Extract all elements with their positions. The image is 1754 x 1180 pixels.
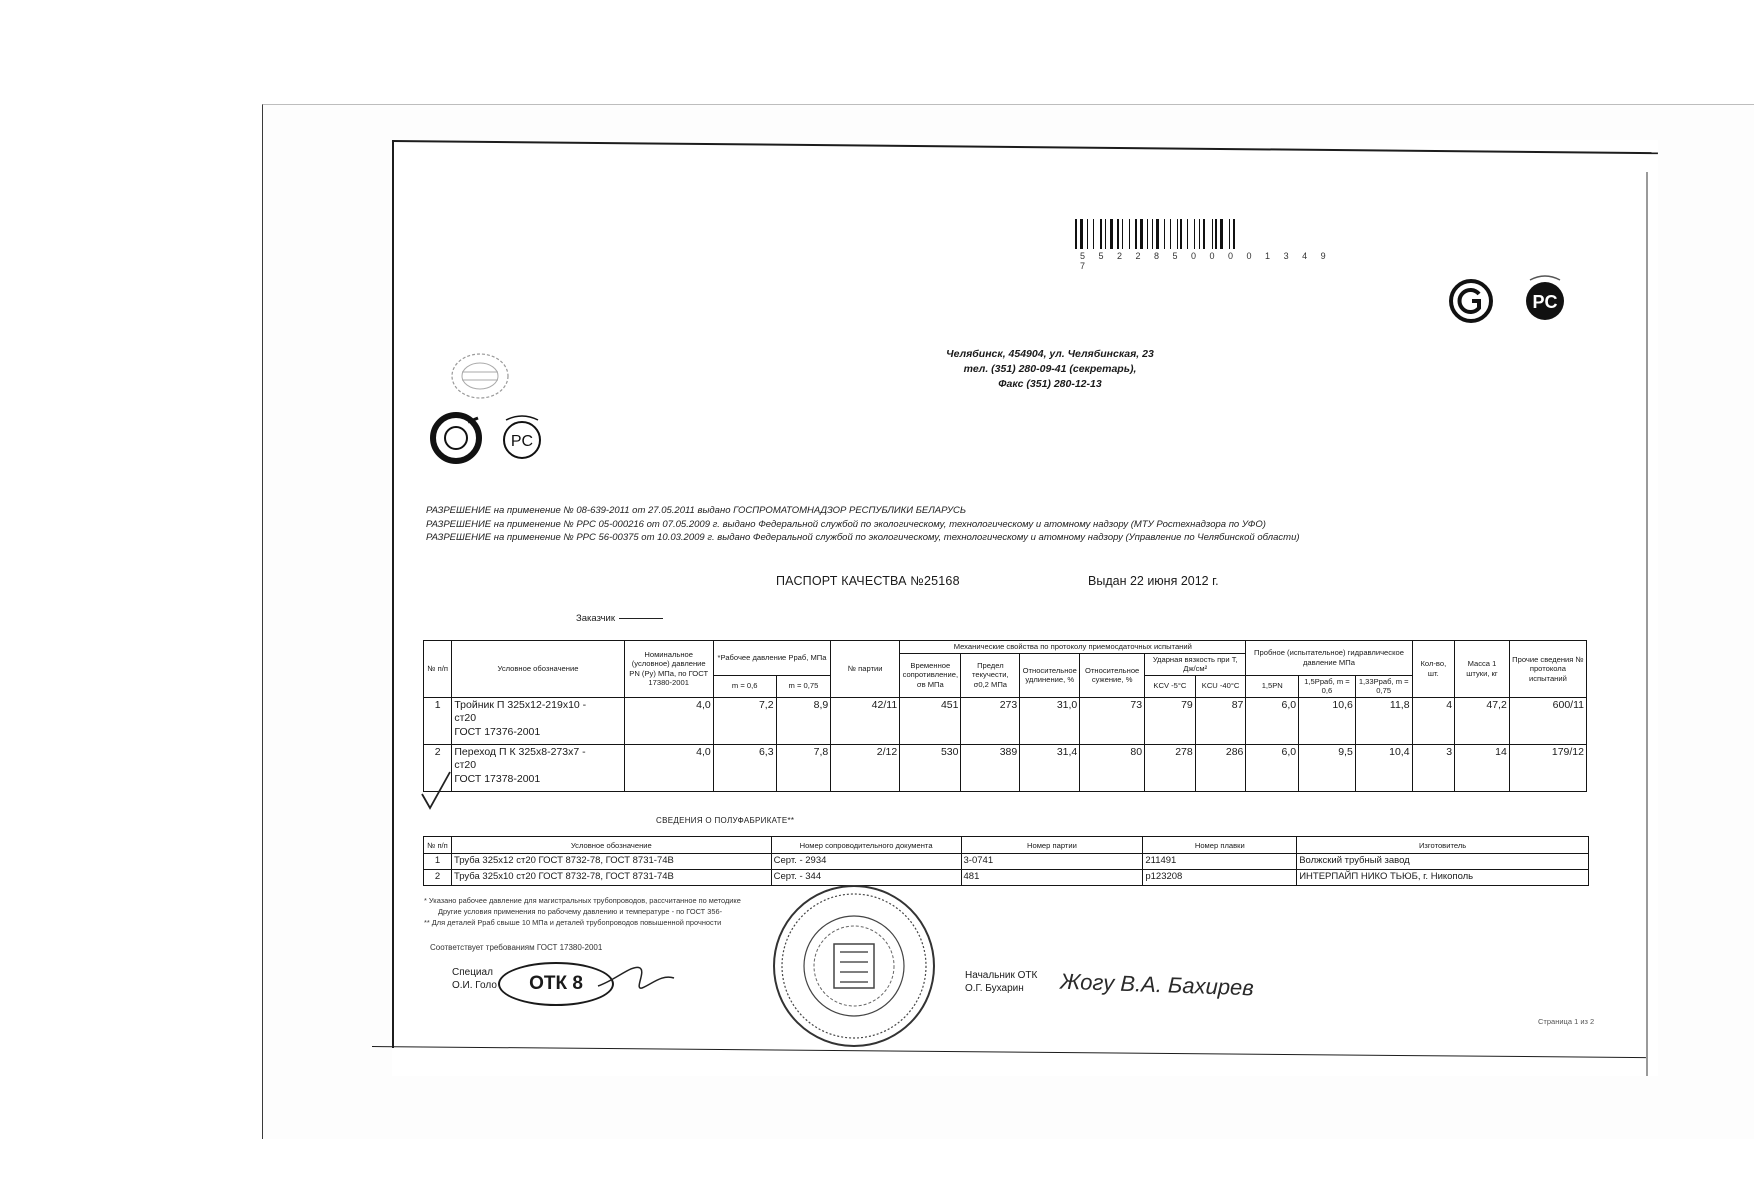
semi-header-heat: Номер плавки <box>1143 837 1297 854</box>
semi-cell-doc: Серт. - 2934 <box>771 854 961 870</box>
header-kcv: KCV -5°C <box>1145 675 1196 697</box>
cell-wp1: 6,3 <box>713 744 776 791</box>
handwritten-check-mark-icon <box>420 770 454 810</box>
specialist-signature-icon <box>596 960 676 994</box>
semi-header-batch: Номер партии <box>961 837 1143 854</box>
barcode-number: 5 5 2 2 8 5 0 0 0 0 1 3 4 9 7 <box>1080 251 1332 271</box>
gost-r-mark-icon <box>1446 278 1496 324</box>
semi-cell-heat: 211491 <box>1143 854 1297 870</box>
cell-qty: 4 <box>1412 697 1455 744</box>
header-test-15pn: 1,5PN <box>1246 675 1299 697</box>
cell-other: 600/11 <box>1509 697 1586 744</box>
cell-nominal: 4,0 <box>624 697 713 744</box>
barcode-bar <box>1129 219 1130 249</box>
cell-elongation: 31,0 <box>1020 697 1080 744</box>
cell-batch: 2/12 <box>831 744 900 791</box>
semi-cell-designation: Труба 325х12 ст20 ГОСТ 8732-78, ГОСТ 8731-74В <box>451 854 771 870</box>
permits-block <box>426 504 1356 545</box>
pct-mark-icon <box>1518 272 1572 326</box>
header-impact: Ударная вязкость при Т, Дж/см² <box>1145 653 1246 675</box>
cell-batch: 42/11 <box>831 697 900 744</box>
phone-line: тел. (351) 280-09-41 (секретарь), <box>963 363 1137 375</box>
cell-mass: 14 <box>1455 744 1510 791</box>
gost-compliance: Соответствует требованиям ГОСТ 17380-2001 <box>430 943 603 952</box>
barcode-bar <box>1110 219 1113 249</box>
header-designation: Условное обозначение <box>452 641 624 698</box>
semi-header-designation: Условное обозначение <box>451 837 771 854</box>
permit-line: РАЗРЕШЕНИЕ на применение № РРС 05-000216 от 07.05.2009 г. выдано Федеральной службой по экологическому, технологическому и атомному надзору (МТУ Ростехнадзора по УФО) <box>426 518 1266 530</box>
quality-table <box>423 640 1587 792</box>
footnotes <box>424 895 741 928</box>
header-test-15prab: 1,5Рраб, m = 0,6 <box>1299 675 1356 697</box>
passport-title: ПАСПОРТ КАЧЕСТВА №25168 <box>776 574 960 588</box>
pct-registr-mark-icon <box>496 410 550 466</box>
table-row <box>424 697 1587 744</box>
barcode-bar <box>1152 219 1153 249</box>
cell-kcv: 278 <box>1145 744 1196 791</box>
cell-tensile: 451 <box>900 697 961 744</box>
customer-blank <box>619 618 663 619</box>
header-quantity: Кол-во, шт. <box>1412 641 1455 698</box>
footnote: * Указано рабочее давление для магистральных трубопроводов, рассчитанное по методике <box>424 896 741 905</box>
barcode-bar <box>1140 219 1143 249</box>
barcode-bar <box>1087 219 1088 249</box>
header-mechanical-properties: Механические свойства по протоколу приемосдаточных испытаний <box>900 641 1246 654</box>
header-elongation: Относительное удлинение, % <box>1020 653 1080 697</box>
semi-cell-batch: 481 <box>961 870 1143 886</box>
barcode-bar <box>1177 219 1178 249</box>
fax-line: Факс (351) 280-12-13 <box>998 378 1102 390</box>
page-border-right <box>1646 172 1648 1076</box>
semi-cell-doc: Серт. - 344 <box>771 870 961 886</box>
barcode-bar <box>1187 219 1188 249</box>
cell-test2: 10,6 <box>1299 697 1356 744</box>
barcode-bar <box>1122 219 1123 249</box>
footnote: ** Для деталей Рраб свыше 10 МПа и деталей трубопроводов повышенной прочности <box>424 918 722 927</box>
semi-product-title: СВЕДЕНИЯ О ПОЛУФАБРИКАТЕ** <box>656 816 795 825</box>
permit-line: РАЗРЕШЕНИЕ на применение № РРС 56-00375 от 10.03.2009 г. выдано Федеральной службой по экологическому, технологическому и атомному надзору (Управление по Челябинской области) <box>426 532 1300 544</box>
barcode-bar <box>1164 219 1165 249</box>
table-row <box>424 744 1587 791</box>
barcode-bar <box>1220 219 1223 249</box>
barcode-bar <box>1180 219 1182 249</box>
cell-test3: 10,4 <box>1355 744 1412 791</box>
cell-yield: 389 <box>961 744 1020 791</box>
cell-designation: Тройник П 325х12-219х10 - ст20 ГОСТ 17376-2001 <box>452 697 624 744</box>
barcode-bar <box>1080 219 1083 249</box>
cell-reduction: 73 <box>1080 697 1145 744</box>
cell-test3: 11,8 <box>1355 697 1412 744</box>
semi-cell-num: 2 <box>424 870 452 886</box>
cell-yield: 273 <box>961 697 1020 744</box>
header-yield: Предел текучести, σ0,2 МПа <box>961 653 1020 697</box>
barcode <box>1075 219 1345 249</box>
cell-tensile: 530 <box>900 744 961 791</box>
semi-cell-designation: Труба 325х10 ст20 ГОСТ 8732-78, ГОСТ 8731-74В <box>451 870 771 886</box>
header-tensile: Временное сопротивление, σв МПа <box>900 653 961 697</box>
semi-product-table <box>423 836 1589 886</box>
barcode-bar <box>1229 219 1230 249</box>
header-kcu: KCU -40°C <box>1195 675 1246 697</box>
semi-cell-num: 1 <box>424 854 452 870</box>
barcode-bar <box>1194 219 1195 249</box>
tamozh-mark-icon <box>428 410 484 466</box>
barcode-bar <box>1170 219 1171 249</box>
barcode-bar <box>1215 219 1217 249</box>
cell-other: 179/12 <box>1509 744 1586 791</box>
header-test-pressure: Пробное (испытательное) гидравлическое давление МПа <box>1246 641 1412 676</box>
cell-test1: 6,0 <box>1246 697 1299 744</box>
svg-text:PC: PC <box>1532 292 1558 312</box>
customer-field: Заказчик <box>576 613 663 624</box>
header-test-133prab: 1,33Рраб, m = 0,75 <box>1355 675 1412 697</box>
header-working-pressure: *Рабочее давление Рраб, МПа <box>713 641 831 676</box>
header-other: Прочие сведения № протокола испытаний <box>1509 641 1586 698</box>
semi-cell-heat: р123208 <box>1143 870 1297 886</box>
semi-cell-maker: Волжский трубный завод <box>1297 854 1589 870</box>
cell-kcu: 87 <box>1195 697 1246 744</box>
barcode-bar <box>1212 219 1213 249</box>
specialist-label: Специал О.И. Голо <box>452 967 497 991</box>
cell-kcu: 286 <box>1195 744 1246 791</box>
issue-date: Выдан 22 июня 2012 г. <box>1088 574 1219 588</box>
svg-text:PC: PC <box>510 433 534 450</box>
header-wp-m075: m = 0,75 <box>776 675 831 697</box>
table-row <box>424 854 1589 870</box>
cell-reduction: 80 <box>1080 744 1145 791</box>
semi-header-maker: Изготовитель <box>1297 837 1589 854</box>
barcode-bar <box>1199 219 1200 249</box>
cell-num: 2 <box>424 744 452 791</box>
header-mass: Масса 1 штуки, кг <box>1455 641 1510 698</box>
page-border-left <box>392 140 394 1048</box>
chief-otk-label: Начальник ОТК О.Г. Бухарин <box>965 970 1038 994</box>
address-line: Челябинск, 454904, ул. Челябинская, 23 <box>946 348 1154 360</box>
header-batch: № партии <box>831 641 900 698</box>
semi-cell-maker: ИНТЕРПАЙП НИКО ТЬЮБ, г. Никополь <box>1297 870 1589 886</box>
semi-header-doc: Номер сопроводительного документа <box>771 837 961 854</box>
otk-stamp: ОТК 8 <box>498 962 614 1006</box>
cell-qty: 3 <box>1412 744 1455 791</box>
footnote: Другие условия применения по рабочему давлению и температуре - по ГОСТ 356- <box>438 907 723 916</box>
cell-elongation: 31,4 <box>1020 744 1080 791</box>
cell-wp2: 8,9 <box>776 697 831 744</box>
cell-wp1: 7,2 <box>713 697 776 744</box>
cell-kcv: 79 <box>1145 697 1196 744</box>
barcode-bar <box>1093 219 1094 249</box>
barcode-bar <box>1135 219 1137 249</box>
barcode-bar <box>1147 219 1148 249</box>
cell-test2: 9,5 <box>1299 744 1356 791</box>
cell-mass: 47,2 <box>1455 697 1510 744</box>
company-seal-icon <box>770 882 938 1050</box>
cell-test1: 6,0 <box>1246 744 1299 791</box>
barcode-bar <box>1156 219 1159 249</box>
header-num: № п/п <box>424 641 452 698</box>
barcode-bar <box>1075 219 1077 249</box>
semi-header-num: № п/п <box>424 837 452 854</box>
barcode-bar <box>1105 219 1106 249</box>
cell-designation: Переход П К 325х8-273х7 - ст20 ГОСТ 17378-2001 <box>452 744 624 791</box>
table-row <box>424 870 1589 886</box>
company-address <box>930 347 1170 392</box>
barcode-bar <box>1117 219 1119 249</box>
cell-wp2: 7,8 <box>776 744 831 791</box>
chief-signature: Жогу В.А. Бахирев <box>1059 968 1255 1001</box>
permit-line: РАЗРЕШЕНИЕ на применение № 08-639-2011 от 27.05.2011 выдано ГОСПРОМАТОМНАДЗОР РЕСПУБЛИКИ БЕЛАРУСЬ <box>426 505 967 516</box>
barcode-bar <box>1100 219 1102 249</box>
company-emblem-icon <box>448 350 518 406</box>
barcode-bar <box>1203 219 1205 249</box>
header-wp-m06: m = 0,6 <box>713 675 776 697</box>
header-nominal-pressure: Номинальное (условное) давление PN (Ру) МПа, по ГОСТ 17380-2001 <box>624 641 713 698</box>
semi-cell-batch: 3-0741 <box>961 854 1143 870</box>
page-number: Страница 1 из 2 <box>1538 1017 1595 1026</box>
barcode-bar <box>1233 219 1235 249</box>
header-reduction: Относительное сужение, % <box>1080 653 1145 697</box>
cell-num: 1 <box>424 697 452 744</box>
cell-nominal: 4,0 <box>624 744 713 791</box>
